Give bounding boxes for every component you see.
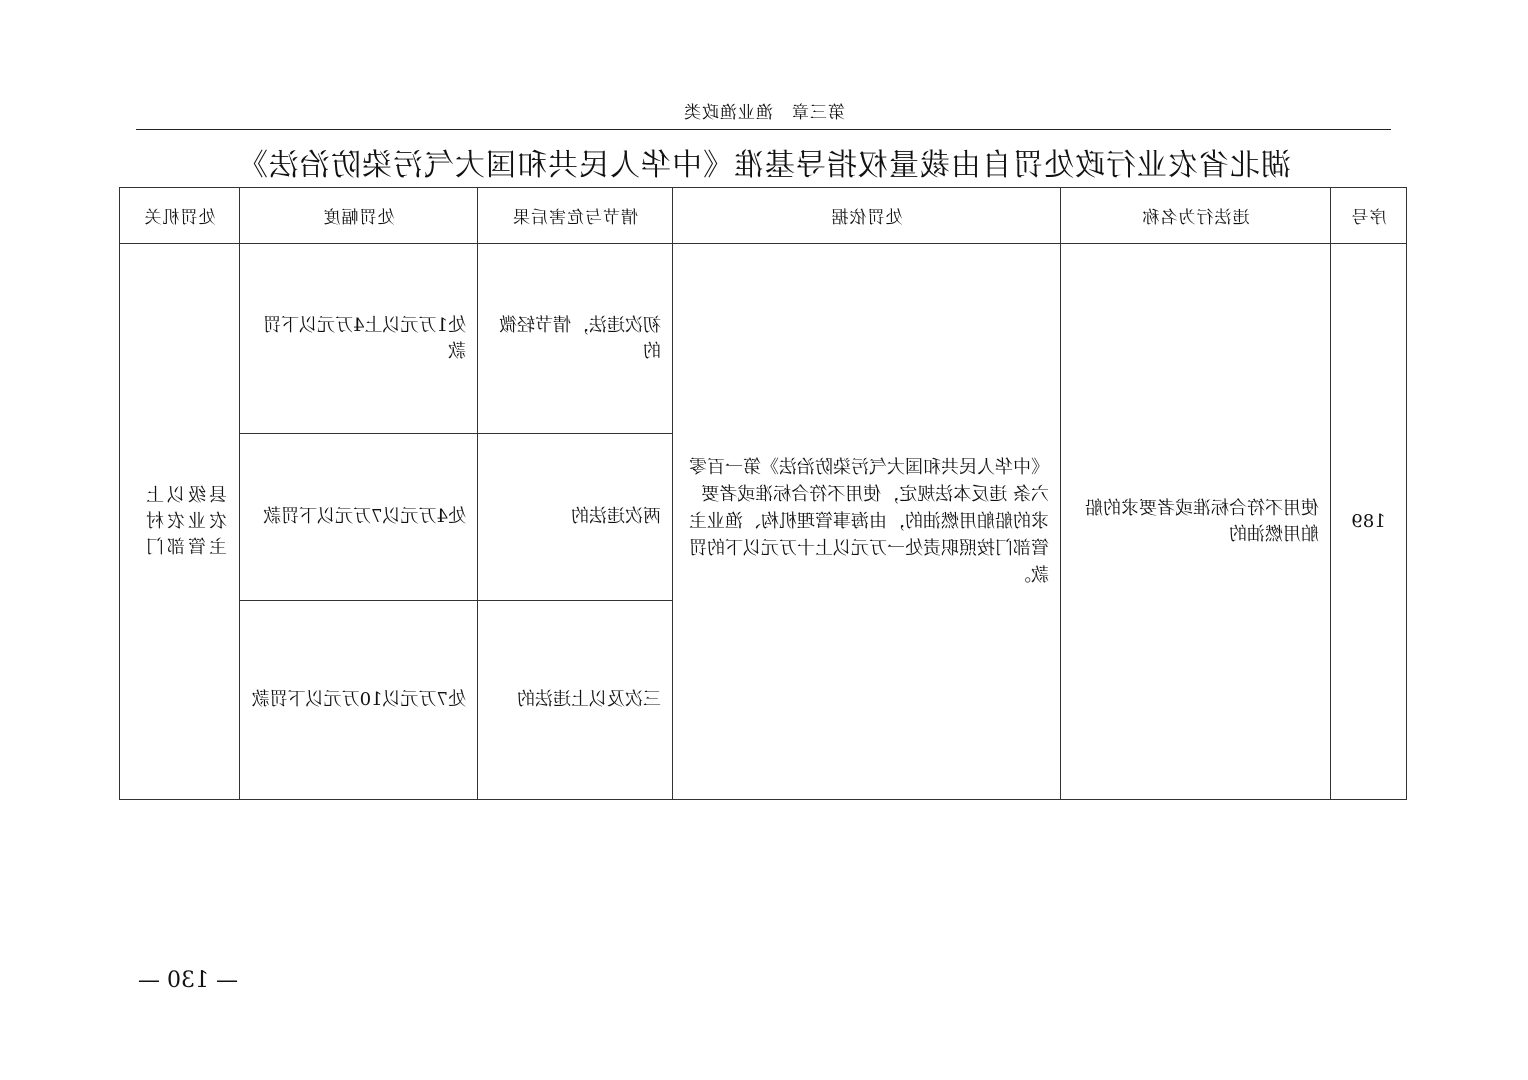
penalty-table (119, 187, 1407, 800)
row-number: 189 (1331, 244, 1407, 800)
header-divider (136, 129, 1391, 130)
chapter-header: 第三章 渔业渔政类 (683, 103, 845, 123)
penalty-basis (673, 244, 1061, 800)
column-header-number: 序号 (1331, 188, 1407, 244)
column-header-authority: 处罚机关 (120, 188, 240, 244)
table-header-row (120, 188, 1407, 244)
circumstance-tier-3: 三次及以上违法的 (478, 601, 673, 800)
violation-name: 使用不符合标准或者要求的船舶用燃油的 (1061, 244, 1331, 800)
table-row (120, 244, 1407, 434)
column-header-basis: 处罚依据 (673, 188, 1061, 244)
document-title: 湖北省农业行政处罚自由裁量权指导基准《中华人民共和国大气污染防治法》 (237, 148, 1291, 183)
page-number: — 130 — (138, 968, 238, 993)
penalty-range-tier-2: 处4万元以7万元以下罚款 (240, 434, 478, 601)
penalty-range-tier-1: 处1万元以上4万元以下罚款 (240, 244, 478, 434)
penalty-authority: 县级以上农业农村主管部门 (120, 244, 240, 800)
penalty-range-tier-3: 处7万元以10万元以下罚款 (240, 601, 478, 800)
circumstance-tier-2: 两次违法的 (478, 434, 673, 601)
column-header-violation: 违法行为名称 (1061, 188, 1331, 244)
column-header-circumstance: 情节与危害后果 (478, 188, 673, 244)
penalty-basis-text: 《中华人民共和国大气污染防治法》第一百零六条 违反本法规定，使用不符合标准或者要求的船舶用燃油的，由海事管理机构、渔业主管部门按照职责处一万元以上十万元以下的罚款。 (689, 457, 1049, 586)
circumstance-tier-1: 初次违法，情节轻微的 (478, 244, 673, 434)
column-header-penalty-range: 处罚幅度 (240, 188, 478, 244)
